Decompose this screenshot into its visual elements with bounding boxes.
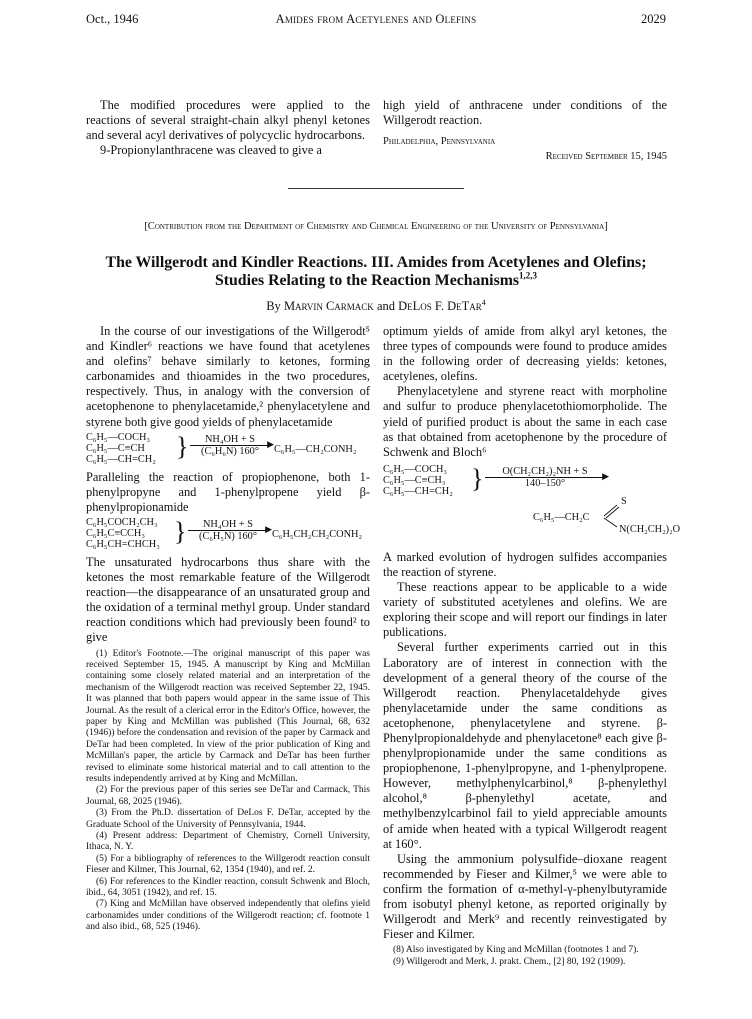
footnote-7: (7) King and McMillan have observed independently that olefins yield carbonamides under conditions of the Willgerodt reaction; cf. footnote 1 and also ibid., 68, 525 (1946). [86,899,370,933]
author-1: Marvin Carmack [283,299,374,313]
prev-paragraph-3: high yield of anthracene under conditions of the Willgerodt reaction. [383,98,667,128]
eq3-arrow: ▶ [485,477,605,478]
prev-paragraph-1: The modified procedures were applied to the reactions of several straight-chain alkyl phenyl ketones and several acyl derivatives of polycyclic hydrocarbons. [86,98,370,143]
author-2: DeLos F. DeTar [398,299,482,313]
footnote-2: (2) For the previous paper of this series see DeTar and Carmack, This Journal, 68, 2025 (1946). [86,785,370,807]
right-column [383,324,681,968]
header-date: Oct., 1946 [86,12,139,26]
left-column [86,324,370,934]
title-superscript: 1,2,3 [519,270,538,281]
equation-3 [383,463,681,546]
right-paragraph-6: Using the ammonium polysulfide–dioxane reagent recommended by Fieser and Kilmer,⁵ we were able to confirm the formation of α-methyl-γ-phenylbutyramide from isobutyl phenyl ketone, as reported originally by Willgerodt and Merk⁹ and recently reinvestigated by Fieser and Kilmer. [383,851,667,942]
eq3-reactant-3: C₆H₅—CH=CH₂ [383,485,453,497]
left-paragraph-1: In the course of our investigations of the Willgerodt⁵ and Kindler⁶ reactions we have found that acetylenes and olefins⁷ behave similarly to ketones, forming carbonamides and thioamides in the two procedures, respectively. Thus, in analogy with the conversion of acetophenone to phenylacetamide,² phenylacetylene and styrene both give good yields of phenylacetamide [86,324,370,429]
eq1-condition: (C₆H₆N) 160° [201,445,259,457]
eq3-product-main: C₆H₅—CH₂C [533,511,590,523]
eq1-reactant-2: C₆H₅—C≡CH [86,442,145,454]
footnote-4: (4) Present address: Department of Chemistry, Cornell University, Ithaca, N. Y. [86,831,370,853]
right-paragraph-2: Phenylacetylene and styrene react with morpholine and sulfur to produce phenylacetothiomorpholide. The yield of purified product is about the same in each case as that obtained from acetophenone by the procedure of Schwenk and Bloch⁶ [383,384,667,459]
left-paragraph-2: Paralleling the reaction of propiophenone, both 1-phenylpropyne and 1-phenylpropene yield β-phenylpropionamide [86,469,370,514]
header-title: Amides from Acetylenes and Olefins [275,12,477,26]
eq3-reagent: O(CH₂CH₂)₂NH + S [502,465,588,477]
eq3-product [533,495,681,535]
prev-article-left [86,98,370,158]
eq3-reactant-1: C₆H₅—COCH₃ [383,463,447,475]
eq2-arrow: ▶ [188,530,268,531]
author-line [86,299,666,314]
title-line-2: Studies Relating to the Reaction Mechanisms [214,272,520,289]
eq2-brace: } [174,516,187,546]
author-by: By [266,299,284,313]
right-paragraph-3: A marked evolution of hydrogen sulfides accompanies the reaction of styrene. [383,549,667,579]
eq1-reactant-3: C₆H₅—CH=CH₂ [86,453,156,465]
section-rule [288,188,464,189]
right-paragraph-5: Several further experiments carried out in this Laboratory are of interest in connection with the development of a general theory of the course of the Willgerodt reaction. Phenylacetaldehyde gives phenylacetamide under the same conditions as acetophenone, phenylacetylene and styrene. β-Phenylpropionaldehyde and phenylacetone⁸ each give β-phenylpropionamide under the same conditions as propiophenone, 1-phenylpropyne, and 1-phenylpropene. However, methylphenylcarbinol,⁸ β-phenylethyl alcohol,⁸ β-phenylethyl acetate, and methylbenzylcarbinol fail to yield appreciable amounts of amide when heated with a typical Willgerodt reagent at 160°. [383,640,667,851]
left-paragraph-3: The unsaturated hydrocarbons thus share with the ketones the most remarkable feature of the Willgerodt reaction—the disappearance of an unsaturated group and the oxidation of a terminal methyl group. Under standard reaction conditions which had previously been found² to give [86,554,370,645]
eq3-brace: } [471,463,484,493]
eq2-reagent: NH₄OH + S [202,518,254,530]
eq3-product-sulfur: S [621,495,627,507]
footnote-5: (5) For a bibliography of references to the Willgerodt reaction consult Fieser and Kilmer, This Journal, 62, 1354 (1940), and ref. 2. [86,853,370,876]
eq3-reactant-2: C₆H₅—C≡CH₃ [383,474,446,486]
running-header [86,12,666,30]
right-paragraph-4: These reactions appear to be applicable to a wide variety of substituted acetylenes and olefins. We are exploring their scope and will report our findings in later publications. [383,580,667,640]
eq3-product-amine: N(CH₂CH₂)₂O [619,523,681,535]
right-paragraph-1: optimum yields of amide from alkyl aryl ketones, the three types of compounds were found to produce amides in the following order of decreasing yields: ketones, acetylenes, olefins. [383,324,667,384]
footnote-6: (6) For references to the Kindler reaction, consult Schwenk and Bloch, ibid., 64, 3051 (1942), and ref. 15. [86,876,370,899]
eq2-reactant-3: C₆H₅CH=CHCH₃ [86,538,160,550]
right-footnotes [383,945,667,968]
eq3-condition: 140–150° [524,477,566,489]
eq1-arrow: ▶ [190,445,270,446]
eq1-reagent: NH₄OH + S [204,433,256,445]
equation-1 [86,432,370,468]
eq1-brace: } [176,431,189,461]
left-footnotes [86,649,370,934]
footnote-8: (8) Also investigated by King and McMillan (footnotes 1 and 7). [393,945,639,956]
page-number: 2029 [641,12,666,26]
footnote-1: (1) Editor's Footnote.—The original manuscript of this paper was received September 15, 1945. A manuscript by King and McMillan containing some closely related material and an interpretation of the mechanism of the Willgerodt reaction was received September 22, 1945. It was planned that both papers would appear in the same issue of This Journal. As the result of a clerical error in the Editor's Office, however, the paper by King and McMillan was published (This Journal, 68, 632 (1946)) before the condensation and revision of the paper by Carmack and DeTar had been completed. In view of the prior publication of King and McMillan's paper, the article by Carmack and DeTar has been further revised to eliminate some historical material and to call attention to the results independently arrived at by King and McMillan. [86,648,370,784]
eq2-product: C₆H₅CH₂CH₂CONH₂ [272,528,363,540]
prev-article-right [383,98,667,164]
author-superscript: 4 [481,297,486,307]
eq1-product: C₆H₅—CH₂CONH₂ [274,443,357,455]
footnote-9: (9) Willgerodt and Merk, J. prakt. Chem., [2] 80, 192 (1909). [393,956,626,967]
prev-received: Received September 15, 1945 [545,151,667,163]
prev-paragraph-2: 9-Propionylanthracene was cleaved to give a [100,143,322,158]
author-and: and [373,299,399,313]
article-title [86,254,666,290]
footnote-3: (3) From the Ph.D. dissertation of DeLos F. DeTar, accepted by the Graduate School of the University of Pennsylvania, 1944. [86,808,370,830]
eq2-reactant-2: C₆H₅C≡CCH₃ [86,527,145,539]
eq2-reactant-1: C₆H₅COCH₂CH₃ [86,516,158,528]
equation-2 [86,517,370,553]
title-line-1: The Willgerodt and Kindler Reactions. III. Amides from Acetylenes and Olefins; [105,254,647,271]
eq1-reactant-1: C₆H₅—COCH₃ [86,431,150,443]
eq2-condition: (C₆H₅N) 160° [199,530,257,542]
contribution-line: [Contribution from the Department of Chemistry and Chemical Engineering of the University of Pennsylvania] [144,221,608,232]
prev-place: Philadelphia, Pennsylvania [383,136,496,148]
